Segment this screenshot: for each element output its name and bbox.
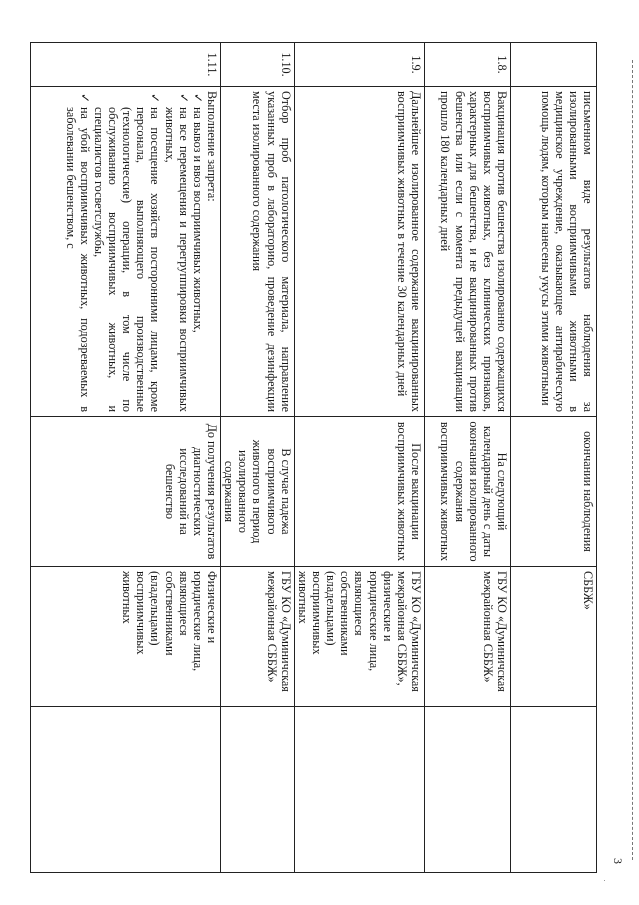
ban-item: ✓ на все перемещения и перегруппировки восприимчивых животных, <box>162 93 191 412</box>
checkmark-icon: ✓ <box>148 93 163 104</box>
right-margin-rule <box>604 880 605 881</box>
row-timing: На следующий календарный день с даты окончания изолированного содержания восприимчивых животных <box>425 417 511 567</box>
row-number: 1.10. <box>221 43 295 87</box>
row-action: Вакцинация против бешенства изолированно содержащихся восприимчивых животных, без клинических признаков, характерных для бешенства, и не вакцинированных против бешенства или если с момента предыдущей вакцинации прошло 180 календарных дней <box>425 87 511 417</box>
row-timing: До получения результатов диагностических исследований на бешенство <box>31 417 221 567</box>
ban-item: ✓ на убой восприимчивых животных, подозреваемых в заболевании бешенством, с <box>63 93 92 412</box>
row-executor: ГБУ КО «Думиничская межрайонная СББЖ», физические и юридические лица, являющиеся собственниками (владельцами) восприимчивых животных <box>294 567 424 707</box>
row-timing: В случае падежа восприимчивого животного в период изолированного содержания <box>221 417 295 567</box>
page-number: 3 <box>611 858 625 864</box>
row-number <box>511 43 597 87</box>
table-row <box>425 43 511 873</box>
row-timing: окончании наблюдения <box>511 417 597 567</box>
action-intro: Выполнение запрета: <box>205 91 220 202</box>
row-executor: ГБУ КО «Думиничская межрайонная СББЖ» <box>221 567 295 707</box>
plan-table <box>30 42 597 873</box>
row-executor: Физические и юридические лица, являющиеся собственниками (владельцами) восприимчивых животных <box>31 567 221 707</box>
row-responsible <box>294 707 424 873</box>
row-responsible <box>425 707 511 873</box>
row-number: 1.9. <box>294 43 424 87</box>
table-row <box>511 43 597 873</box>
table-row <box>221 43 295 873</box>
ban-item: ✓ на посещение хозяйств посторонними лицами, кроме персонала, выполняющего производственные (технологические) операции, в том числе по обслуживанию восприимчивых животных, и специалистов госветслужбы, <box>91 93 163 412</box>
table-row <box>31 43 221 873</box>
row-action: письменном виде результатов наблюдения за изолированными восприимчивыми животными в медицинское учреждение, оказывающее антирабическую помощь людям, которым нанесены укусы этими животными <box>511 87 597 417</box>
row-executor: ГБУ КО «Думиничская межрайонная СББЖ» <box>425 567 511 707</box>
row-action: Отбор проб патологического материала, направление указанных проб в лабораторию, проведение дезинфекции места изолированного содержания <box>221 87 295 417</box>
row-timing: После вакцинации восприимчивых животных <box>294 417 424 567</box>
checkmark-icon: ✓ <box>176 93 191 104</box>
ban-item: ✓ на вывоз и ввоз восприимчивых животных, <box>190 93 205 333</box>
row-number: 1.8. <box>425 43 511 87</box>
row-executor: СББЖ» <box>511 567 597 707</box>
row-number: 1.11. <box>31 43 221 87</box>
row-action: Дальнейшее изолированное содержание вакцинированных восприимчивых животных в течение 30 календарных дней <box>294 87 424 417</box>
row-responsible <box>511 707 597 873</box>
row-responsible <box>221 707 295 873</box>
checkmark-icon: ✓ <box>190 93 205 104</box>
top-dashed-line <box>632 60 633 860</box>
table-row <box>294 43 424 873</box>
row-action <box>31 87 221 417</box>
row-responsible <box>31 707 221 873</box>
checkmark-icon: ✓ <box>77 93 92 104</box>
